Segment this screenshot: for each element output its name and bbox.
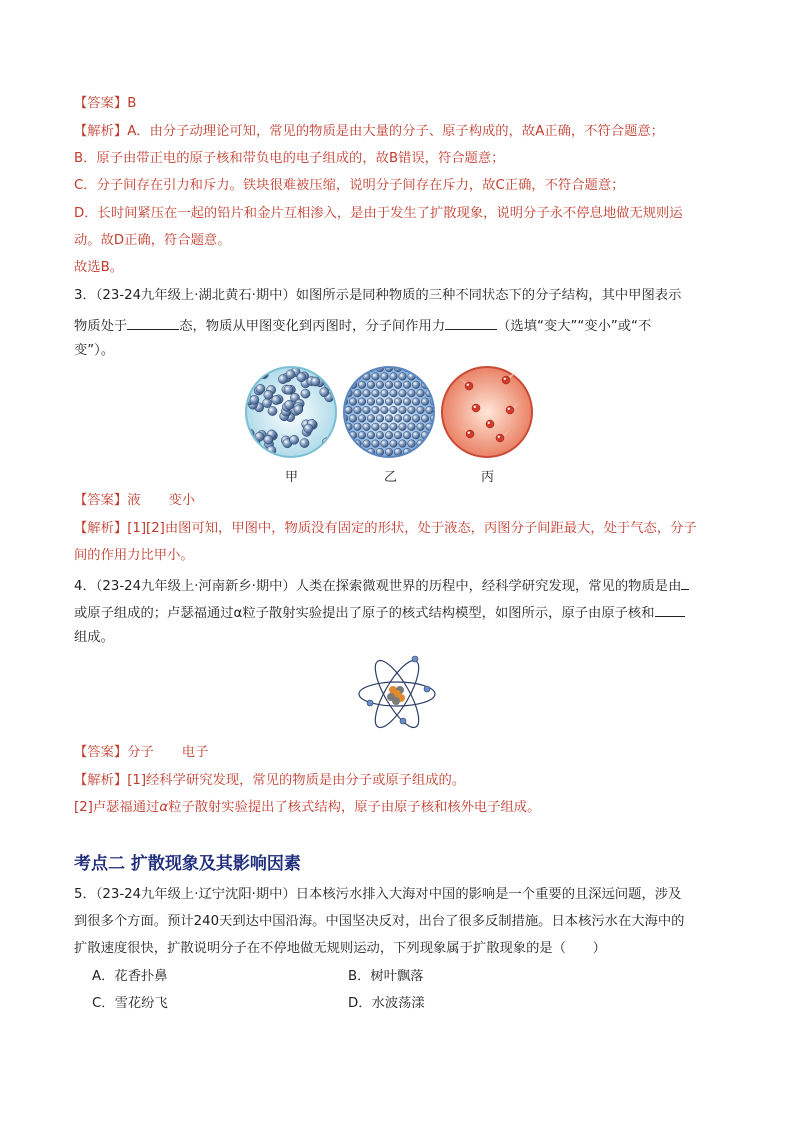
q3-answer-line: 【答案】液 变小 [74,493,196,508]
q2-answer-line [74,95,136,113]
solid-state-diagram [340,364,442,457]
molecule-states-figure [244,364,534,462]
q4-stem-line1: 4．（23-24九年级上·河南新乡·期中）人类在探索微观世界的历程中，经科学研究发现，常见的物质是由 [74,575,689,596]
blank-2 [445,315,497,330]
caption-yi: 乙 [384,470,398,485]
q4-analysis-line2: [2]卢瑟福通过α粒子散射实验提出了核式结构，原子由原子核和核外电子组成。 [74,800,541,815]
nucleus-icon [387,686,405,705]
q2-analysis-line5: 动。故D正确，符合题意。 [74,233,231,248]
blank-3 [681,575,689,590]
q5-stem-line3: 扩散速度很快，扩散说明分子在不停地做无规则运动，下列现象属于扩散现象的是（ ） [74,941,606,956]
q4-stem-line2: 或原子组成的；卢瑟福通过α粒子散射实验提出了原子的核式结构模型，如图所示，原子由原子核和 [74,602,685,623]
caption-jia: 甲 [285,470,299,485]
q5-stem-line2: 到很多个方面。预计240天到达中国沿海。中国坚决反对，出台了很多反制措施。日本核污水在大海中的 [74,914,685,929]
q2-analysis-line1: 【解析】A．由分子动理论可知，常见的物质是由大量的分子、原子构成的，故A正确，不符合题意； [74,124,664,139]
q3-answer-1: 液 [127,493,141,508]
option-c[interactable]: C．雪花纷飞 [92,996,168,1011]
caption-bing: 丙 [481,470,495,485]
q3-stem-line1: 3．（23-24九年级上·湖北黄石·期中）如图所示是同种物质的三种不同状态下的分子结构，其中甲图表示 [74,288,682,303]
q4-answer-1: 分子 [127,745,154,760]
q4-stem-line3: 组成。 [74,630,114,645]
q3-analysis-line2: 间的作用力比甲小。 [74,548,194,563]
q2-analysis-line2: B．原子由带正电的原子核和带负电的电子组成的，故B错误，符合题意； [74,151,505,166]
q4-analysis-line1: 【解析】[1]经科学研究发现，常见的物质是由分子或原子组成的。 [74,773,466,788]
section-title: 考点二 扩散现象及其影响因素 [74,854,301,874]
atom-model-figure [357,653,437,735]
gas-state-diagram [442,367,532,457]
answer-tag: 【答案】 [74,96,128,111]
analysis-tag: 【解析】 [74,124,128,139]
option-d[interactable]: D．水波荡漾 [348,996,425,1011]
q2-analysis-line4: D．长时间紧压在一起的铅片和金片互相渗入，是由于发生了扩散现象，说明分子永不停息地做无规则运 [74,206,683,221]
liquid-state-diagram [245,365,336,457]
option-a[interactable]: A．花香扑鼻 [92,969,168,984]
q2-conclusion: 故选B。 [74,260,124,275]
q3-analysis-line1: 【解析】[1][2]由图可知，甲图中，物质没有固定的形状，处于液态，丙图分子间距最大，处于气态，分子 [74,521,697,536]
q3-answer-2: 变小 [168,493,196,508]
q3-stem-line3: 变”）。 [74,343,115,358]
q5-stem-line1: 5．（23-24九年级上·辽宁沈阳·期中）日本核污水排入大海对中国的影响是一个重要的且深远问题，涉及 [74,887,682,902]
q3-stem-line2: 物质处于 态，物质从甲图变化到丙图时，分子间作用力 （选填“变大”“变小”或“不 [74,315,651,336]
blank-4 [655,602,685,617]
blank-1 [127,315,179,330]
option-b[interactable]: B．树叶飘落 [348,969,424,984]
q2-analysis-line3: C．分子间存在引力和斥力。铁块很难被压缩，说明分子间存在斥力，故C正确，不符合题意； [74,178,625,193]
q4-answer-line: 【答案】分子 电子 [74,745,209,760]
answer-value: B [127,96,137,111]
q4-answer-2: 电子 [181,745,209,760]
